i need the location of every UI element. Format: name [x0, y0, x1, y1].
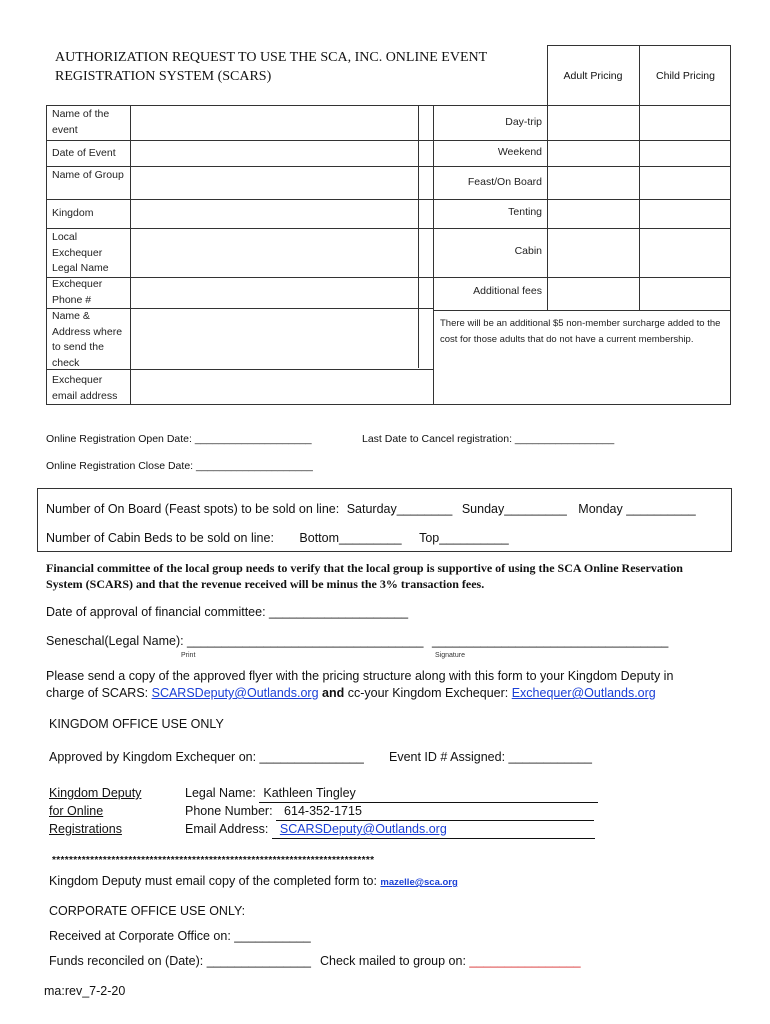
- seneschal-name-line[interactable]: Seneschal(Legal Name): __________________________________: [46, 634, 424, 648]
- open-date-field[interactable]: ____________________: [194, 433, 312, 445]
- open-date-label: Online Registration Open Date:: [46, 433, 192, 445]
- adult-weekend-field[interactable]: [548, 141, 639, 166]
- onboard-line: [46, 501, 696, 518]
- group-name-field[interactable]: [131, 167, 418, 199]
- signature-caption: Signature: [435, 652, 465, 659]
- label-exchequer-email: Exchequer email address: [52, 374, 118, 402]
- event-id-line[interactable]: Event ID # Assigned: ____________: [389, 750, 592, 764]
- revision-label: ma:rev_7-2-20: [44, 984, 126, 998]
- send-copy-paragraph: [46, 668, 706, 702]
- sunday-field[interactable]: Sunday_________: [461, 502, 567, 516]
- deputy-email-link[interactable]: SCARSDeputy@Outlands.org: [279, 822, 447, 836]
- close-date-label: Online Registration Close Date:: [46, 460, 194, 472]
- mazelle-email-link[interactable]: mazelle@sca.org: [380, 877, 458, 888]
- top-beds-field[interactable]: Top__________: [419, 531, 509, 545]
- cancel-date-field[interactable]: _________________: [514, 433, 615, 445]
- seneschal-signature-line[interactable]: __________________________________: [432, 634, 669, 648]
- funds-reconciled-line[interactable]: Funds reconciled on (Date): _______________: [49, 954, 311, 968]
- bottom-beds-field[interactable]: Bottom_________: [299, 531, 402, 545]
- deputy-title-line2: for Online: [49, 804, 104, 818]
- event-name-field[interactable]: [131, 106, 418, 140]
- and-text: and: [322, 686, 345, 700]
- onboard-label: Number of On Board (Feast spots) to be sold on line:: [46, 502, 340, 516]
- deputy-legal-name-row: [185, 784, 598, 803]
- phone-number-label: Phone Number:: [185, 804, 273, 818]
- check-mailed-label: Check mailed to group on:: [320, 954, 470, 968]
- deputy-email-value[interactable]: [272, 820, 595, 839]
- pricing-weekend-label: Weekend: [497, 146, 542, 158]
- cancel-date-label: Last Date to Cancel registration:: [362, 433, 512, 445]
- adult-daytrip-field[interactable]: [548, 106, 639, 140]
- deputy-phone-text: 614-352-1715: [284, 804, 362, 818]
- approved-by-exchequer-line[interactable]: Approved by Kingdom Exchequer on: _______________: [49, 750, 364, 764]
- surcharge-note: There will be an additional $5 non-member surcharge added to the cost for those adults that do not have a current membership.: [440, 318, 721, 345]
- child-pricing-header: Child Pricing: [656, 70, 715, 82]
- saturday-field[interactable]: Saturday________: [346, 502, 453, 516]
- pricing-cabin-label: Cabin: [514, 245, 542, 257]
- check-mailed-field[interactable]: ________________: [469, 954, 581, 968]
- label-event-name: Name of the event: [52, 108, 110, 136]
- exchequer-email-field[interactable]: [131, 370, 731, 405]
- email-address-label: Email Address:: [185, 822, 269, 836]
- pricing-tenting-label: Tenting: [508, 206, 542, 218]
- cc-text: cc-your Kingdom Exchequer:: [344, 686, 512, 700]
- deputy-title-line3: Registrations: [49, 822, 122, 836]
- star-divider: ****************************************************************************: [52, 855, 375, 866]
- legal-name-label: Legal Name:: [185, 786, 256, 800]
- form-title: [55, 48, 515, 86]
- child-daytrip-field[interactable]: [640, 106, 731, 140]
- kingdom-deputy-title: [49, 784, 141, 838]
- label-exchequer-phone: Exchequer Phone #: [52, 278, 103, 306]
- deputy-title-line1: Kingdom Deputy: [49, 786, 142, 800]
- deputy-email-note-line: [49, 873, 458, 891]
- event-date-field[interactable]: [131, 141, 418, 166]
- cabin-beds-line: [46, 530, 509, 547]
- exchequer-email-link[interactable]: Exchequer@Outlands.org: [511, 686, 656, 700]
- child-weekend-field[interactable]: [640, 141, 731, 166]
- pricing-daytrip-label: Day-trip: [505, 116, 542, 128]
- exchequer-legal-name-field[interactable]: [131, 229, 418, 277]
- label-kingdom: Kingdom: [52, 207, 94, 219]
- label-group-name: Name of Group: [52, 169, 124, 181]
- send-copy-text: Please send a copy of the approved flyer with the pricing structure along with this form to your Kingdom Deputy in charge of SCARS:: [46, 669, 674, 700]
- check-mailed-line: [320, 953, 581, 970]
- adult-pricing-header: Adult Pricing: [563, 70, 623, 82]
- cabin-beds-label: Number of Cabin Beds to be sold on line:: [46, 531, 274, 545]
- exchequer-phone-field[interactable]: [131, 278, 418, 308]
- deputy-legal-name-value[interactable]: [259, 784, 598, 803]
- form-title-line1: AUTHORIZATION REQUEST TO USE THE SCA, INC. ONLINE EVENT: [55, 50, 488, 65]
- deputy-email-row: [185, 820, 595, 839]
- close-date-field[interactable]: ____________________: [196, 460, 313, 472]
- check-address-field[interactable]: [131, 309, 418, 369]
- corporate-office-heading: CORPORATE OFFICE USE ONLY:: [49, 904, 246, 918]
- open-date-line: [46, 432, 312, 447]
- cancel-date-line: [362, 432, 614, 447]
- received-corporate-line[interactable]: Received at Corporate Office on: ___________: [49, 929, 311, 943]
- close-date-line: [46, 459, 313, 474]
- approval-date-line[interactable]: Date of approval of financial committee: ____________________: [46, 605, 409, 619]
- deputy-phone-row: [185, 802, 594, 821]
- form-title-line2: REGISTRATION SYSTEM (SCARS): [55, 69, 272, 84]
- kingdom-office-heading: KINGDOM OFFICE USE ONLY: [49, 717, 224, 731]
- label-event-date: Date of Event: [52, 147, 116, 159]
- financial-committee-note: Financial committee of the local group needs to verify that the local group is supportive of using the SCA Online Reservation System (SCARS) and that the revenue received will be minus the 3% transaction fees.: [46, 561, 683, 591]
- label-exchequer-legal-name: Local Exchequer Legal Name: [52, 231, 109, 274]
- print-caption: Print: [181, 652, 196, 659]
- deputy-legal-name-text: Kathleen Tingley: [263, 786, 356, 800]
- pricing-additional-fees-label: Additional fees: [473, 285, 542, 297]
- label-check-address: Name & Address where to send the check: [52, 310, 123, 369]
- deputy-phone-value[interactable]: [276, 802, 594, 821]
- kingdom-field[interactable]: [131, 200, 418, 228]
- scars-deputy-email-link[interactable]: SCARSDeputy@Outlands.org: [151, 686, 319, 700]
- monday-field[interactable]: Monday __________: [578, 502, 696, 516]
- pricing-feast-label: Feast/On Board: [467, 176, 542, 188]
- deputy-email-note: Kingdom Deputy must email copy of the completed form to:: [49, 874, 381, 888]
